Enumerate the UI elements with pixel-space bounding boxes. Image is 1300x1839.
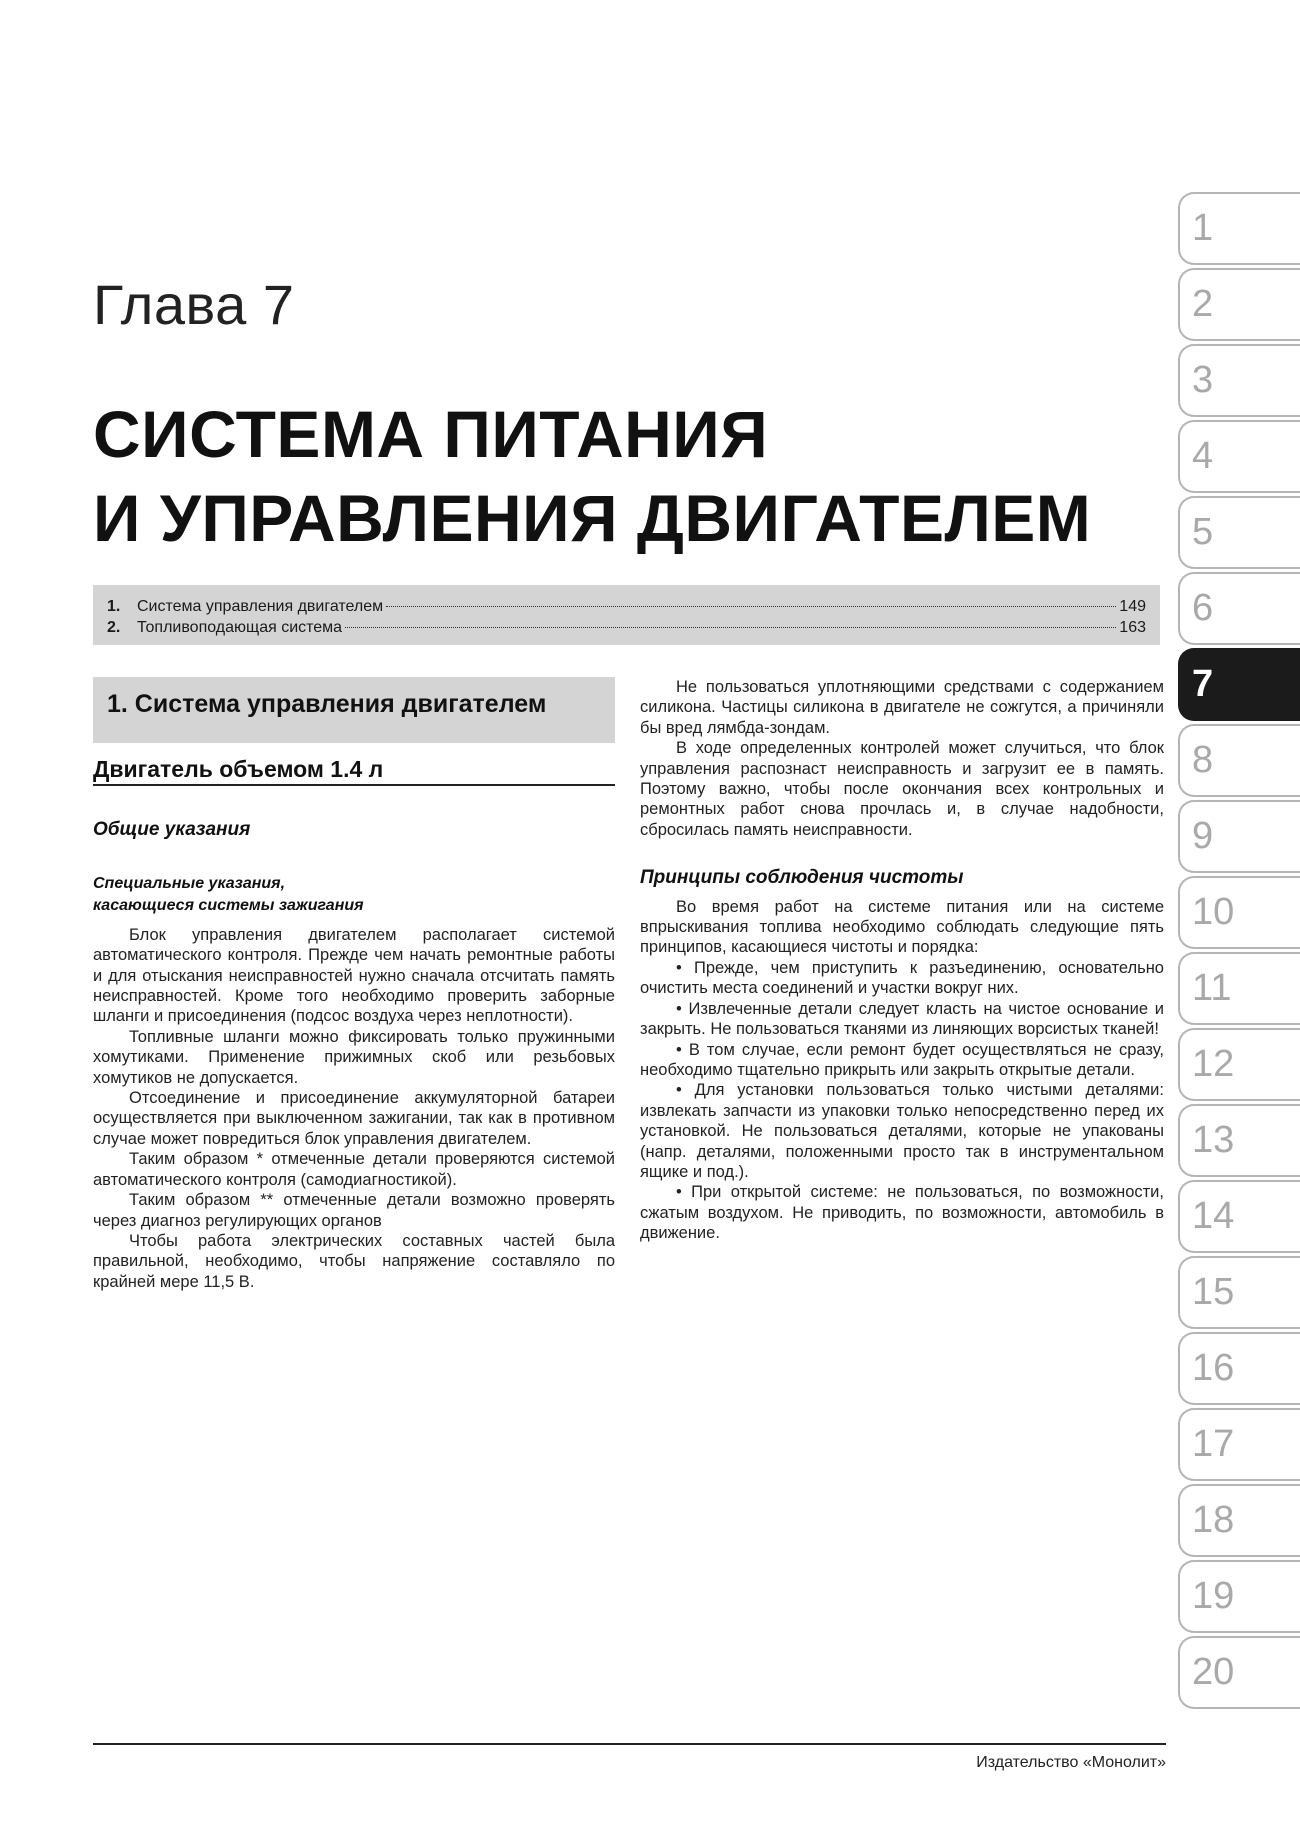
chapter-tab-20[interactable]: 20 xyxy=(1178,1636,1300,1709)
chapter-tab-17[interactable]: 17 xyxy=(1178,1408,1300,1481)
chapter-tab-14[interactable]: 14 xyxy=(1178,1180,1300,1253)
publisher-footer: Издательство «Монолит» xyxy=(976,1754,1166,1771)
section-title: 1. Система управления двигателем xyxy=(93,677,615,743)
paragraph: Таким образом * отмеченные детали проверяются системой автоматического контроля (самодиагностикой). xyxy=(93,1150,615,1189)
chapter-tab-9[interactable]: 9 xyxy=(1178,800,1300,873)
toc-leader-dots xyxy=(345,627,1116,628)
left-column xyxy=(93,677,615,1292)
chapter-tab-4[interactable]: 4 xyxy=(1178,420,1300,493)
chapter-tab-18[interactable]: 18 xyxy=(1178,1484,1300,1557)
toc-entry-number: 2. xyxy=(107,619,121,636)
chapter-tab-5[interactable]: 5 xyxy=(1178,496,1300,569)
bullet-item: • В том случае, если ремонт будет осуществляться не сразу, необходимо тщательно прикрыть или закрыть открытые детали. xyxy=(640,1040,1164,1081)
ignition-notes-heading-line-2: касающиеся системы зажигания xyxy=(93,896,364,914)
chapter-title-line-2: И УПРАВЛЕНИЯ ДВИГАТЕЛЕМ xyxy=(93,481,1092,555)
chapter-tab-10[interactable]: 10 xyxy=(1178,876,1300,949)
toc-leader-dots xyxy=(386,606,1116,607)
chapter-title-line-1: СИСТЕМА ПИТАНИЯ xyxy=(93,397,769,471)
bullet-item: • Для установки пользоваться только чистыми деталями: извлекать запчасти из упаковки только непосредственно перед их установкой. Не пользоваться деталями, которые не упакованы (напр. деталями, положенными просто так в инструментальном ящике и под.). xyxy=(640,1080,1164,1182)
cleanliness-heading: Принципы соблюдения чистоты xyxy=(640,867,964,889)
subsection-title: Двигатель объемом 1.4 л xyxy=(93,759,615,786)
toc-entry-page: 163 xyxy=(1119,619,1146,636)
chapter-tab-6[interactable]: 6 xyxy=(1178,572,1300,645)
chapter-tab-13[interactable]: 13 xyxy=(1178,1104,1300,1177)
toc-entry-1[interactable] xyxy=(107,598,1146,620)
footer-divider xyxy=(93,1743,1166,1745)
paragraph: Таким образом ** отмеченные детали возможно проверять через диагноз регулирующих органов xyxy=(93,1191,615,1230)
table-of-contents xyxy=(93,585,1160,645)
toc-entry-title: Система управления двигателем xyxy=(137,598,384,615)
paragraph: Топливные шланги можно фиксировать только пружинными хомутиками. Применение прижимных скоб или резьбовых хомутиков не допускается. xyxy=(93,1027,615,1087)
chapter-tab-19[interactable]: 19 xyxy=(1178,1560,1300,1633)
chapter-tab-16[interactable]: 16 xyxy=(1178,1332,1300,1405)
paragraph: Отсоединение и присоединение аккумуляторной батареи осуществляется при выключенном зажигании, так как в противном случае может повредиться блок управления двигателем. xyxy=(93,1089,615,1148)
chapter-tab-11[interactable]: 11 xyxy=(1178,952,1300,1025)
chapter-tab-2[interactable]: 2 xyxy=(1178,268,1300,341)
paragraph: В ходе определенных контролей может случиться, что блок управления распознаст неисправность и загрузит ее в память. Поэтому важно, чтобы после окончания всех контрольных и ремонтных работ снова прочлась и, в случае надобности, сбросилась память неисправности. xyxy=(640,739,1164,839)
general-notes-heading: Общие указания xyxy=(93,819,251,841)
chapter-title xyxy=(93,392,1143,560)
paragraph: Во время работ на системе питания или на системе впрыскивания топлива необходимо соблюдать следующие пять принципов, касающиеся чистоты и порядка: xyxy=(640,897,1164,957)
chapter-tab-3[interactable]: 3 xyxy=(1178,344,1300,417)
right-column xyxy=(640,677,1164,1244)
chapter-tabs xyxy=(1178,192,1300,1712)
toc-entry-page: 149 xyxy=(1119,598,1146,615)
paragraph: Не пользоваться уплотняющими средствами с содержанием силикона. Частицы силикона в двигателе не сожгутся, а причиняли бы вред лямбда-зондам. xyxy=(640,678,1164,737)
toc-entry-title: Топливоподающая система xyxy=(137,619,343,636)
ignition-notes-heading-line-1: Специальные указания, xyxy=(93,874,286,892)
toc-entry-2[interactable] xyxy=(107,619,1146,641)
paragraph: Чтобы работа электрических составных частей была правильной, необходимо, чтобы напряжение составляло по крайней мере 11,5 В. xyxy=(93,1231,615,1291)
chapter-tab-15[interactable]: 15 xyxy=(1178,1256,1300,1329)
bullet-item: • Извлеченные детали следует класть на чистое основание и закрыть. Не пользоваться тканями из линяющих ворсистых тканей! xyxy=(640,999,1164,1040)
bullet-item: • Прежде, чем приступить к разъединению, основательно очистить места соединений и участки вокруг них. xyxy=(640,958,1164,999)
ignition-notes-heading xyxy=(93,873,615,917)
chapter-tab-12[interactable]: 12 xyxy=(1178,1028,1300,1101)
chapter-tab-7[interactable]: 7 xyxy=(1178,648,1300,721)
chapter-tab-8[interactable]: 8 xyxy=(1178,724,1300,797)
toc-entry-number: 1. xyxy=(107,598,121,615)
paragraph: Блок управления двигателем располагает системой автоматического контроля. Прежде чем начать ремонтные работы и для отыскания неисправностей нужно сначала отсчитать память неисправностей. Кроме того необходимо проверить заборные шланги и присоединения (подсос воздуха через неплотности). xyxy=(93,925,615,1026)
chapter-label: Глава 7 xyxy=(93,273,295,336)
chapter-tab-1[interactable]: 1 xyxy=(1178,192,1300,265)
bullet-item: • При открытой системе: не пользоваться, по возможности, сжатым воздухом. Не приводить, по возможности, автомобиль в движение. xyxy=(640,1182,1164,1243)
